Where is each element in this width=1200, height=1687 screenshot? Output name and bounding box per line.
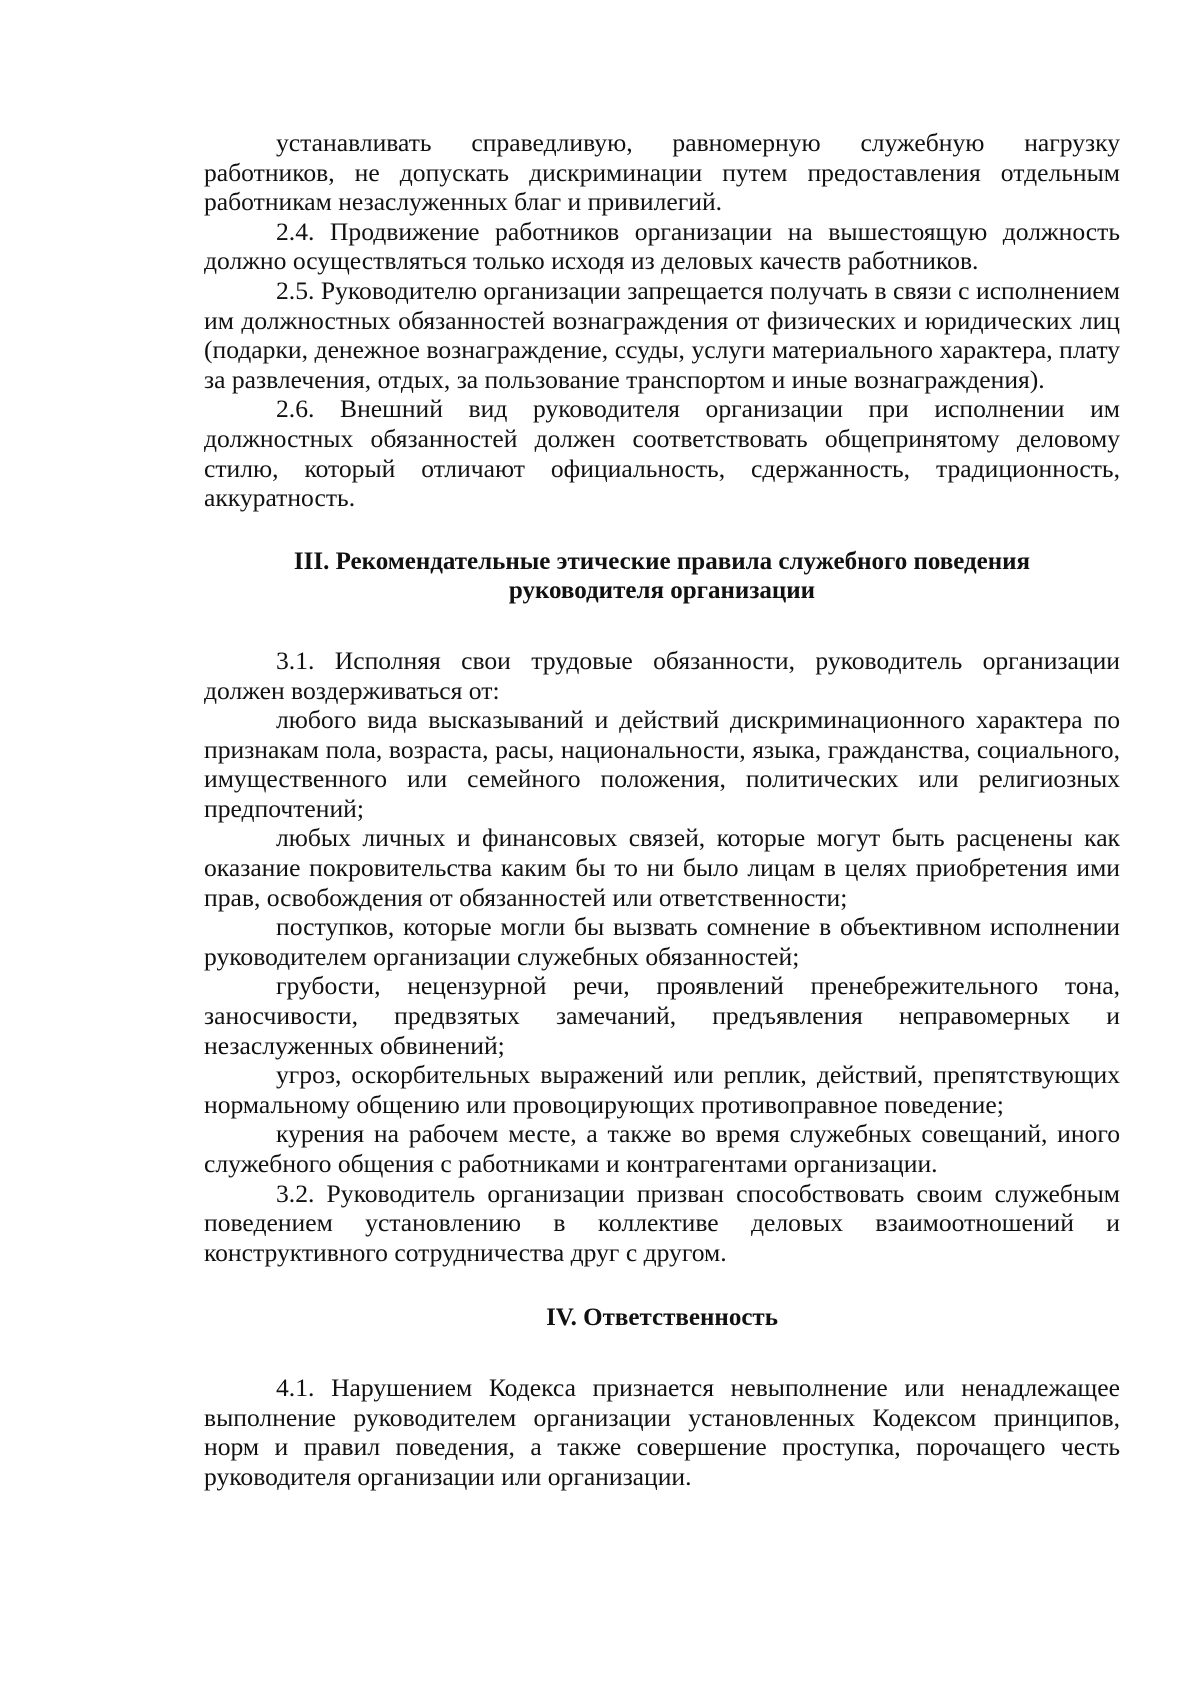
section-3-heading: [204, 547, 1120, 606]
list-item-discrimination: любого вида высказываний и действий дискриминационного характера по признакам пола, возраста, расы, национальности, языка, гражданства, социального, имущественного или семейного положения, политических или религиозных предпочтений;: [204, 705, 1120, 823]
paragraph-4-1: 4.1. Нарушением Кодекса признается невыполнение или ненадлежащее выполнение руководителем организации установленных Кодексом принципов, норм и правил поведения, а также совершение проступка, порочащего честь руководителя организации или организации.: [204, 1372, 1120, 1491]
section-4-body: [204, 1373, 1120, 1491]
paragraph-2-6: 2.6. Внешний вид руководителя организации при исполнении им должностных обязанностей должен соответствовать общепринятому деловому стилю, который отличают официальность, сдержанность, традиционность, аккуратность.: [204, 394, 1120, 513]
section-3-heading-line-1: III. Рекомендательные этические правила служебного поведения: [293, 547, 1031, 575]
paragraph-3-1: 3.1. Исполняя свои трудовые обязанности, руководитель организации должен воздерживаться от:: [204, 645, 1120, 705]
list-item-doubtful-acts: поступков, которые могли бы вызвать сомнение в объективном исполнении руководителем организации служебных обязанностей;: [204, 912, 1120, 971]
paragraph-3-2: 3.2. Руководитель организации призван способствовать своим служебным поведением установлению в коллективе деловых взаимоотношений и конструктивного сотрудничества друг с другом.: [204, 1178, 1120, 1267]
section-4-heading: IV. Ответственность: [546, 1304, 778, 1332]
document-body: [204, 128, 1120, 1491]
paragraph-2-4: 2.4. Продвижение работников организации на вышестоящую должность должно осуществляться только исходя из деловых качеств работников.: [204, 216, 1120, 276]
list-item-rudeness: грубости, нецензурной речи, проявлений пренебрежительного тона, заносчивости, предвзятых замечаний, предъявления неправомерных и незаслуженных обвинений;: [204, 971, 1120, 1060]
paragraph-continuation: устанавливать справедливую, равномерную служебную нагрузку работников, не допускать дискриминации путем предоставления отдельным работникам незаслуженных благ и привилегий.: [204, 128, 1120, 217]
section-3-heading-line-2: руководителя организации: [508, 577, 816, 605]
list-item-smoking: курения на рабочем месте, а также во время служебных совещаний, иного служебного общения с работниками и контрагентами организации.: [204, 1119, 1120, 1178]
section-3-body: [204, 646, 1120, 1267]
list-item-personal-ties: любых личных и финансовых связей, которые могут быть расценены как оказание покровительства каким бы то ни было лицам в целях приобретения ими прав, освобождения от обязанностей или ответственности;: [204, 823, 1120, 912]
paragraph-2-5: 2.5. Руководителю организации запрещается получать в связи с исполнением им должностных обязанностей вознаграждения от физических и юридических лиц (подарки, денежное вознаграждение, ссуды, услуги материального характера, плату за развлечения, отдых, за пользование транспортом и иные вознаграждения).: [204, 275, 1120, 394]
list-item-threats: угроз, оскорбительных выражений или реплик, действий, препятствующих нормальному общению или провоцирующих противоправное поведение;: [204, 1060, 1120, 1119]
